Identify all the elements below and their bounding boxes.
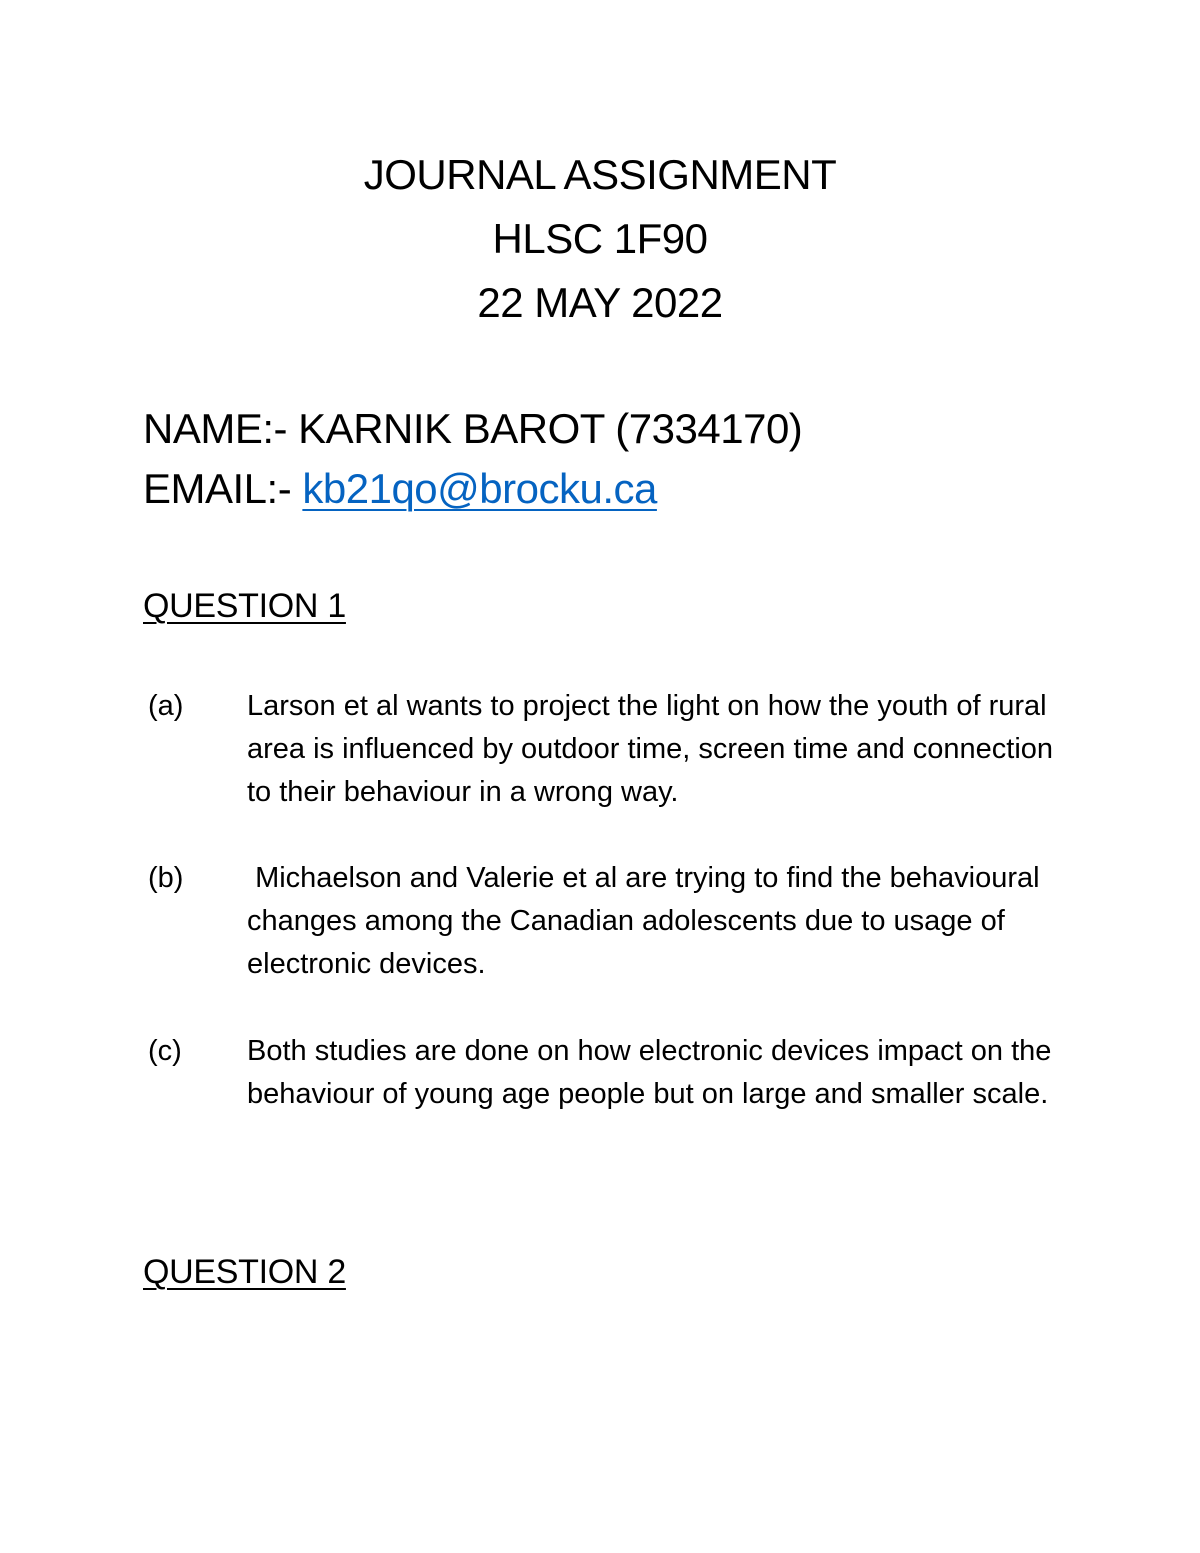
student-name: KARNIK BAROT (7334170) bbox=[298, 405, 803, 452]
name-label: NAME:- bbox=[143, 405, 287, 452]
question-1-item-a bbox=[143, 685, 1083, 814]
item-marker: (c) bbox=[148, 1035, 182, 1067]
item-text: Michaelson and Valerie et al are trying to find the behavioural changes among the Canadian adolescents due to usage of electronic devices. bbox=[247, 862, 1048, 980]
item-text: Both studies are done on how electronic devices impact on the behaviour of young age people but on large and smaller scale. bbox=[247, 1035, 1052, 1110]
question-1-item-c bbox=[143, 1030, 1083, 1116]
assignment-date: 22 MAY 2022 bbox=[477, 279, 723, 326]
question-1-item-b bbox=[143, 857, 1083, 986]
email-link[interactable]: kb21qo@brocku.ca bbox=[302, 465, 657, 512]
item-text: Larson et al wants to project the light on how the youth of rural area is influenced by outdoor time, screen time and connection to their behaviour in a wrong way. bbox=[247, 690, 1054, 808]
course-code: HLSC 1F90 bbox=[492, 215, 708, 262]
email-label: EMAIL:- bbox=[143, 465, 292, 512]
question-1-heading: QUESTION 1 bbox=[143, 587, 346, 625]
student-email-line bbox=[143, 464, 657, 514]
student-name-line bbox=[143, 404, 802, 454]
item-marker: (b) bbox=[148, 862, 184, 894]
document-title: JOURNAL ASSIGNMENT bbox=[363, 151, 837, 198]
question-2-heading: QUESTION 2 bbox=[143, 1253, 346, 1291]
item-marker: (a) bbox=[148, 690, 184, 722]
